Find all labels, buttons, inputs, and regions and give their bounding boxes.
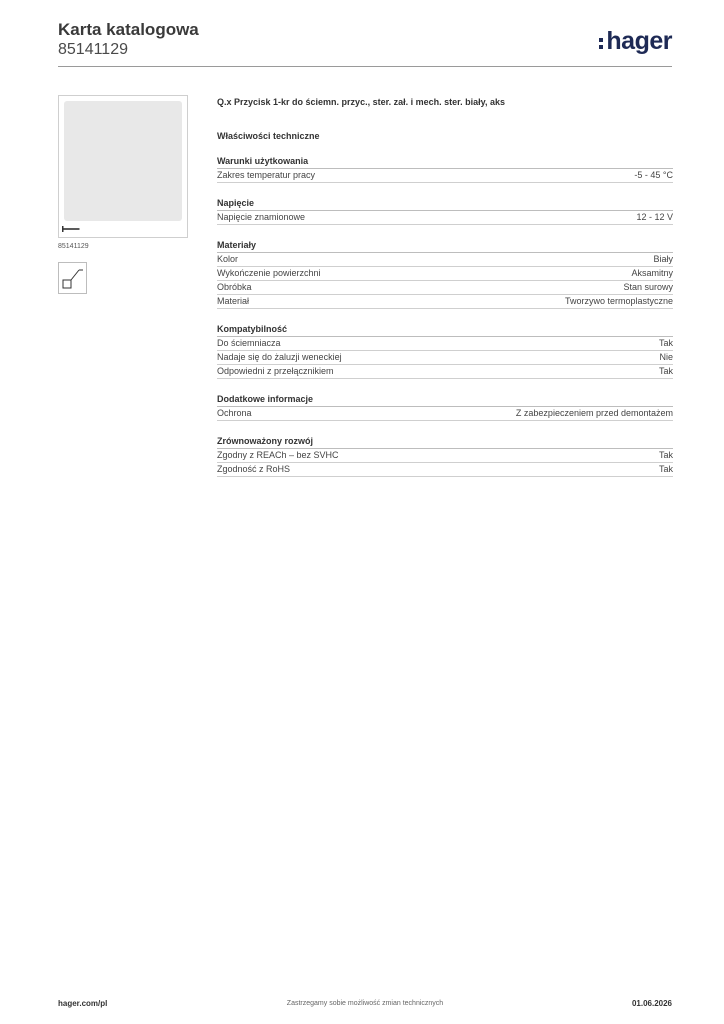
switch-symbol-icon [58,262,87,294]
property-value: Nie [659,352,673,362]
property-row [217,211,673,225]
section [217,435,673,477]
section-title: Warunki użytkowania [217,155,673,169]
property-row [217,337,673,351]
product-code-label: 85141129 [58,243,89,250]
property-label: Wykończenie powierzchni [217,268,321,278]
property-value: Tak [658,450,673,460]
property-row [217,295,673,309]
property-row [217,365,673,379]
section-title: Napięcie [217,197,673,211]
property-value: -5 - 45 °C [634,170,673,180]
property-value: Tak [658,338,673,348]
property-label: Odpowiedni z przełącznikiem [217,366,334,376]
property-row [217,169,673,183]
product-image-frame [58,95,188,238]
property-value: Tworzywo termoplastyczne [564,296,673,306]
property-label: Zakres temperatur pracy [217,170,316,180]
section-title: Materiały [217,239,673,253]
product-details [217,96,673,477]
footer-website: hager.com/pl [58,999,108,1008]
property-value: 12 - 12 V [636,212,673,222]
property-label: Ochrona [217,408,252,418]
property-label: Nadaje się do żaluzji weneckiej [217,352,342,362]
property-row [217,463,673,477]
section [217,239,673,309]
document-number: 85141129 [58,41,128,58]
product-name: Q.x Przycisk 1-kr do ściemn. przyc., ster. zał. i mech. ster. biały, aks [217,97,505,107]
section-title: Zrównoważony rozwój [217,435,673,449]
footer-disclaimer: Zastrzegamy sobie możliwość zmian technicznych [286,1000,444,1007]
property-value: Z zabezpieczeniem przed demontażem [515,408,673,418]
property-value: Tak [658,366,673,376]
product-image [64,101,182,221]
logo-text: hager [606,27,672,55]
logo-mark-icon [599,38,603,49]
section-title: Dodatkowe informacje [217,393,673,407]
property-row [217,351,673,365]
property-label: Napięcie znamionowe [217,212,306,222]
property-row [217,267,673,281]
section [217,323,673,379]
property-row [217,449,673,463]
property-label: Obróbka [217,282,252,292]
scale-bar-icon [62,226,80,232]
property-value: Tak [658,464,673,474]
header-divider [58,66,672,67]
property-label: Materiał [217,296,250,306]
property-row [217,281,673,295]
property-label: Zgodność z RoHS [217,464,291,474]
footer-date: 01.06.2026 [631,999,672,1008]
hager-logo [599,28,672,54]
property-label: Do ściemniacza [217,338,281,348]
property-row [217,253,673,267]
section [217,393,673,421]
property-label: Zgodny z REACh – bez SVHC [217,450,339,460]
property-row [217,407,673,421]
property-value: Biały [653,254,673,264]
section [217,197,673,225]
technical-properties-title: Właściwości techniczne [217,131,320,141]
property-value: Aksamitny [631,268,673,278]
property-value: Stan surowy [623,282,673,292]
document-title: Karta katalogowa [58,20,199,39]
property-label: Kolor [217,254,239,264]
technical-sections [217,155,673,477]
section [217,155,673,183]
section-title: Kompatybilność [217,323,673,337]
document-header [58,20,199,59]
